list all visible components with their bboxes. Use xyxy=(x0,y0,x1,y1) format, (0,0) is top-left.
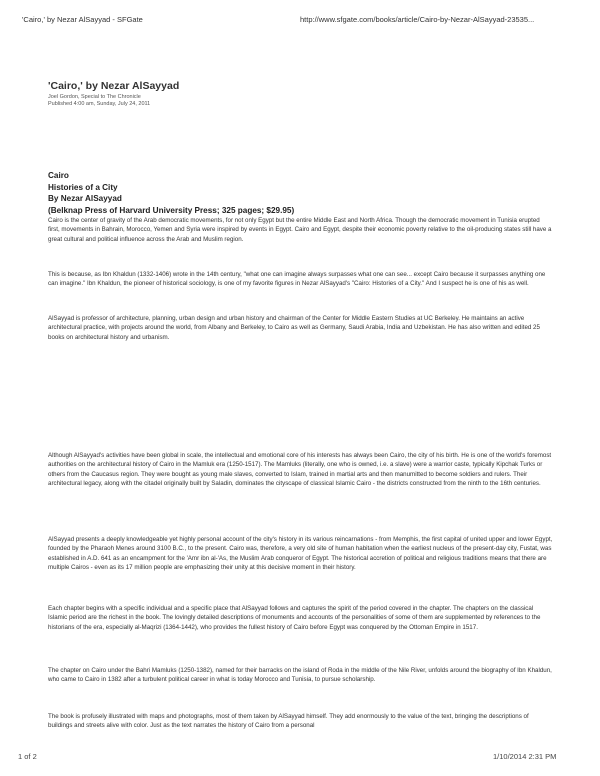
article-title: 'Cairo,' by Nezar AlSayyad xyxy=(48,80,180,92)
article-byline xyxy=(48,94,150,108)
body-paragraph: This is because, as Ibn Khaldun (1332-1406) wrote in the 14th century, "what one can imagine always surpasses what one can see... except Cairo because it surpasses anything one can imagine." Ibn Khaldun, the pioneer of historical sociology, is one of my favorite figures in Nezar AlSayyad's "Cairo: Histories of a City." And I suspect he is one of his as well. xyxy=(48,271,546,288)
print-timestamp: 1/10/2014 2:31 PM xyxy=(493,752,557,761)
body-paragraph: Each chapter begins with a specific individual and a specific place that AlSayyad follows and captures the spirit of the period covered in the chapter. The chapters on the classical Islamic period are the richest in the book. The lovingly detailed descriptions of monuments and accounts of the personalities of some of them are supplemented by references to the historians of the era, especially al-Maqrizi (1364-1442), who provides the fullest history of Cairo before Egypt was conquered by the Ottoman Empire in 1517. xyxy=(48,605,541,631)
article-published: Published 4:00 am, Sunday, July 24, 2011 xyxy=(48,101,151,107)
body-paragraph: Although AlSayyad's activities have been global in scale, the intellectual and emotional core of his interests has always been Cairo, the city of his birth. He is one of the world's foremost authorities on the architectural history of Cairo in the Mamluk era (1250-1517). The Mamluks (literally, one who is owned, i.e. a slave) were a warrior caste, typically Kipchak Turks or others from the Caucasus region. They were bought as young male slaves, converted to Islam, trained in martial arts and then manumitted to become soldiers and rulers. Their architectural legacy, along with the citadel originally built by Saladin, dominates the cityscape of classical Islamic Cairo - the districts constructed from the ninth to the 16th centuries. xyxy=(48,452,552,487)
browser-page-title: 'Cairo,' by Nezar AlSayyad - SFGate xyxy=(22,15,143,24)
body-paragraph: AlSayyad presents a deeply knowledgeable yet highly personal account of the city's history in its various reincarnations - from Memphis, the first capital of united upper and lower Egypt, founded by the Pharaoh Menes around 3100 B.C., to the present. Cairo was, therefore, a very old site of human habitation when the earliest nucleus of the present-day city, Fustat, was established in A.D. 641 as an encampment for the 'Amr ibn al-'As, the Muslim Arab conqueror of Egypt. The historical accretion of political and religious traditions means that there are multiple Cairos - even as its 17 million people are emphasizing their unity at this decisive moment in their history. xyxy=(48,536,553,571)
book-publisher: (Belknap Press of Harvard University Press; 325 pages; $29.95) xyxy=(48,205,295,215)
article-author: Joel Gordon, Special to The Chronicle xyxy=(48,94,141,100)
page-number: 1 of 2 xyxy=(18,752,37,761)
book-subtitle: Histories of a City xyxy=(48,182,118,192)
body-paragraph: AlSayyad is professor of architecture, planning, urban design and urban history and chairman of the Center for Middle Eastern Studies at UC Berkeley. He maintains an active architectural practice, with projects around the world, from Albany and Berkeley, to Cairo as well as Germany, Saudi Arabia, India and Uzbekistan. He has also written and edited 25 books on architectural history and urbanism. xyxy=(48,315,540,341)
body-paragraph: The book is profusely illustrated with maps and photographs, most of them taken by AlSayyad himself. They add enormously to the value of the text, bringing the descriptions of buildings and streets alive with color. Just as the text narrates the history of Cairo from a personal xyxy=(48,713,529,730)
page-url: http://www.sfgate.com/books/article/Cairo-by-Nezar-AlSayyad-23535... xyxy=(300,15,535,24)
book-author: By Nezar AlSayyad xyxy=(48,194,122,203)
body-paragraph: Cairo is the center of gravity of the Arab democratic movements, for not only Egypt but the entire Middle East and North Africa. Though the democratic movement in Tunisia erupted first, movements in Bahrain, Morocco, Yemen and Syria were inspired by events in Egypt. Cairo and Egypt, despite their economic poverty relative to the oil-producing states still have a great cultural and political influence across the Arab and Muslim region. xyxy=(48,217,552,243)
body-paragraph: The chapter on Cairo under the Bahri Mamluks (1250-1382), named for their barracks on the island of Roda in the middle of the Nile River, unfolds around the biography of Ibn Khaldun, who came to Cairo in 1382 after a turbulent political career in what is today Morocco and Tunisia, to pursue scholarship. xyxy=(48,667,552,684)
book-info xyxy=(48,170,294,216)
book-title: Cairo xyxy=(48,171,69,180)
